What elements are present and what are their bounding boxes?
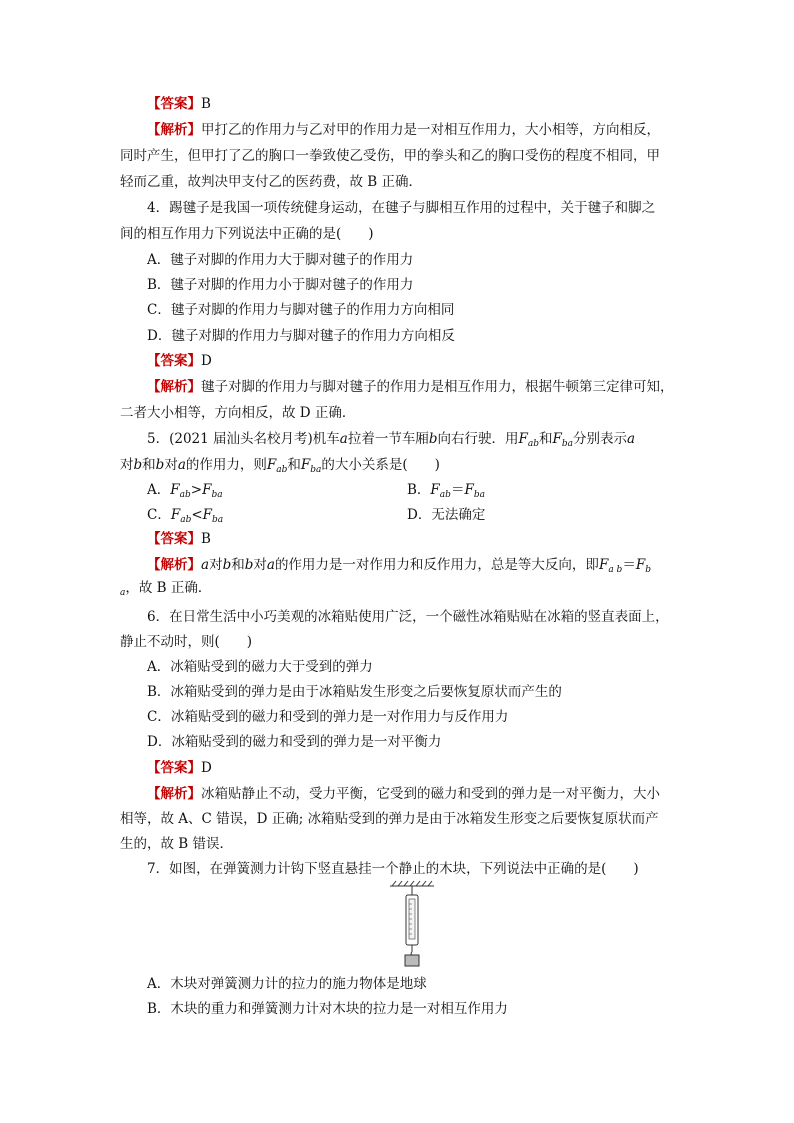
var-b: b bbox=[222, 557, 232, 573]
q6-analysis-line-1 bbox=[147, 785, 660, 803]
q5-text: 和 bbox=[231, 557, 245, 573]
var-b: b bbox=[244, 557, 254, 573]
subscript-ba: ba bbox=[310, 465, 322, 475]
subscript-ba: ba bbox=[473, 490, 485, 500]
force-symbol: F bbox=[635, 557, 646, 573]
var-a: a bbox=[266, 557, 275, 573]
q6-option-c: C．冰箱贴受到的磁力和受到的弹力是一对作用力与反作用力 bbox=[147, 709, 509, 725]
answer-tag: 【答案】 bbox=[147, 353, 201, 369]
force-symbol: F bbox=[518, 431, 528, 447]
q5-text: 5．(2021 届汕头名校月考)机车 bbox=[147, 431, 340, 447]
subscript-ab: ab bbox=[179, 490, 191, 500]
q3-analysis-line-1 bbox=[147, 121, 660, 139]
q5-text: 拉着一节车厢 bbox=[347, 431, 429, 447]
subscript-ab: ab bbox=[439, 490, 451, 500]
q6-analysis-line-2: 相等，故 A、C 错误，D 正确; 冰箱贴受到的弹力是由于冰箱发生形变之后要恢复原状而产 bbox=[120, 811, 659, 827]
q3-analysis-line-3: 轻而乙重，故判决甲支付乙的医药费，故 B 正确． bbox=[120, 174, 423, 190]
force-symbol: F bbox=[552, 431, 562, 447]
q4-option-a: A．毽子对脚的作用力大于脚对毽子的作用力 bbox=[147, 252, 414, 268]
answer-value: D bbox=[201, 760, 212, 776]
subscript-ab: ab bbox=[276, 465, 288, 475]
q4-analysis-line-1 bbox=[147, 378, 674, 396]
q6-stem-line-2: 静止不动时，则( ) bbox=[120, 634, 253, 650]
q4-option-b: B．毽子对脚的作用力小于脚对毽子的作用力 bbox=[147, 277, 414, 293]
subscript-ba: ba bbox=[212, 515, 224, 525]
answer-tag: 【答案】 bbox=[147, 96, 201, 112]
option-prefix: B． bbox=[407, 482, 431, 498]
relation: ＝ bbox=[622, 557, 636, 573]
relation: < bbox=[191, 507, 203, 523]
q5-text: 向右行驶．用 bbox=[437, 431, 519, 447]
q4-answer bbox=[147, 352, 212, 370]
analysis-tag: 【解析】 bbox=[147, 557, 201, 573]
force-symbol: F bbox=[464, 482, 474, 498]
q6-option-b: B．冰箱贴受到的弹力是由于冰箱贴发生形变之后要恢复原状而产生的 bbox=[147, 684, 562, 700]
q7-option-b: B．木块的重力和弹簧测力计对木块的拉力是一对相互作用力 bbox=[147, 1001, 508, 1017]
answer-value: B bbox=[201, 96, 211, 112]
answer-tag: 【答案】 bbox=[147, 531, 201, 547]
q6-analysis-line-3: 生的，故 B 错误． bbox=[120, 836, 234, 852]
force-symbol: F bbox=[430, 482, 440, 498]
q5-text: 的大小关系是( ) bbox=[321, 457, 440, 473]
option-prefix: C． bbox=[147, 507, 171, 523]
q5-text: 和 bbox=[287, 457, 301, 473]
analysis-text: 冰箱贴静止不动，受力平衡，它受到的磁力和受到的弹力是一对平衡力，大小 bbox=[201, 786, 660, 802]
q5-option-b bbox=[407, 481, 485, 504]
q6-option-d: D．冰箱贴受到的磁力和受到的弹力是一对平衡力 bbox=[147, 734, 442, 750]
q5-text: 的作用力，则 bbox=[185, 457, 267, 473]
subscript-ab: ab bbox=[527, 439, 540, 449]
subscript-ab: ab bbox=[180, 515, 192, 525]
q5-text: 对 bbox=[253, 557, 267, 573]
force-symbol: F bbox=[300, 457, 311, 473]
q5-answer bbox=[147, 530, 211, 548]
spring-scale-figure bbox=[388, 880, 436, 968]
analysis-tag: 【解析】 bbox=[147, 786, 201, 802]
subscript-b: b bbox=[645, 565, 651, 575]
force-symbol: F bbox=[202, 482, 212, 498]
relation: ＝ bbox=[450, 482, 465, 498]
var-b: b bbox=[428, 431, 438, 447]
q3-answer bbox=[147, 95, 211, 113]
q4-option-d: D．毽子对脚的作用力与脚对毽子的作用力方向相反 bbox=[147, 328, 455, 344]
ceiling-hatch bbox=[390, 881, 434, 886]
q4-analysis-line-2: 二者大小相等，方向相反，故 D 正确． bbox=[120, 405, 356, 421]
subscript-ba: ba bbox=[211, 490, 223, 500]
q5-stem-line-2 bbox=[120, 456, 440, 479]
q5-text: 和 bbox=[142, 457, 156, 473]
subscript-a: a bbox=[120, 588, 126, 598]
option-prefix: A． bbox=[147, 482, 171, 498]
analysis-text: 毽子对脚的作用力与脚对毽子的作用力是相互作用力，根据牛顿第三定律可知， bbox=[201, 379, 674, 395]
q7-option-a: A．木块对弹簧测力计的拉力的施力物体是地球 bbox=[147, 976, 427, 992]
force-symbol: F bbox=[598, 557, 609, 573]
q5-text: 对 bbox=[209, 557, 223, 573]
q5-text: ，故 B 正确． bbox=[125, 580, 212, 596]
q6-stem-line-1: 6．在日常生活中小巧美观的冰箱贴使用广泛，一个磁性冰箱贴贴在冰箱的竖直表面上， bbox=[147, 609, 669, 625]
var-a: a bbox=[177, 457, 186, 473]
subscript-ba: ba bbox=[561, 439, 574, 449]
q6-answer bbox=[147, 759, 212, 777]
force-symbol: F bbox=[170, 507, 181, 523]
answer-value: D bbox=[201, 353, 212, 369]
q5-stem-line-1 bbox=[147, 430, 635, 453]
answer-tag: 【答案】 bbox=[147, 760, 201, 776]
var-b: b bbox=[155, 457, 165, 473]
q5-text: 对 bbox=[120, 457, 134, 473]
subscript-ab: a b bbox=[608, 565, 623, 575]
q3-analysis-line-2: 同时产生，但甲打了乙的胸口一拳致使乙受伤，甲的拳头和乙的胸口受伤的程度不相同，甲 bbox=[120, 148, 660, 164]
q5-text: 的作用力是一对作用力和反作用力，总是等大反向，即 bbox=[274, 557, 599, 573]
analysis-text: 甲打乙的作用力与乙对甲的作用力是一对相互作用力，大小相等，方向相反， bbox=[201, 122, 660, 138]
q5-option-d: D．无法确定 bbox=[407, 507, 486, 523]
q5-text: 分别表示 bbox=[573, 431, 628, 447]
analysis-tag: 【解析】 bbox=[147, 122, 201, 138]
q5-text: 和 bbox=[539, 431, 553, 447]
q4-stem-line-2: 间的相互作用力下列说法中正确的是( ) bbox=[120, 226, 374, 242]
q7-stem: 7．如图，在弹簧测力计钩下竖直悬挂一个静止的木块，下列说法中正确的是( ) bbox=[147, 861, 639, 877]
var-a: a bbox=[627, 431, 636, 447]
force-symbol: F bbox=[266, 457, 277, 473]
q5-option-c bbox=[147, 506, 223, 529]
q5-text: 对 bbox=[164, 457, 178, 473]
var-b: b bbox=[133, 457, 143, 473]
q5-analysis-line-1 bbox=[147, 556, 651, 579]
wooden-block bbox=[405, 955, 419, 966]
var-a: a bbox=[201, 557, 210, 573]
q4-option-c: C．毽子对脚的作用力与脚对毽子的作用力方向相同 bbox=[147, 302, 455, 318]
force-symbol: F bbox=[170, 482, 180, 498]
analysis-tag: 【解析】 bbox=[147, 379, 201, 395]
relation: > bbox=[190, 482, 203, 498]
q4-stem-line-1: 4．踢毽子是我国一项传统健身运动，在毽子与脚相互作用的过程中，关于毽子和脚之 bbox=[147, 200, 656, 216]
force-symbol: F bbox=[202, 507, 213, 523]
var-a: a bbox=[339, 431, 348, 447]
q5-analysis-line-2 bbox=[120, 579, 211, 602]
answer-value: B bbox=[201, 531, 211, 547]
q6-option-a: A．冰箱贴受到的磁力大于受到的弹力 bbox=[147, 659, 373, 675]
q5-option-a bbox=[147, 481, 223, 504]
